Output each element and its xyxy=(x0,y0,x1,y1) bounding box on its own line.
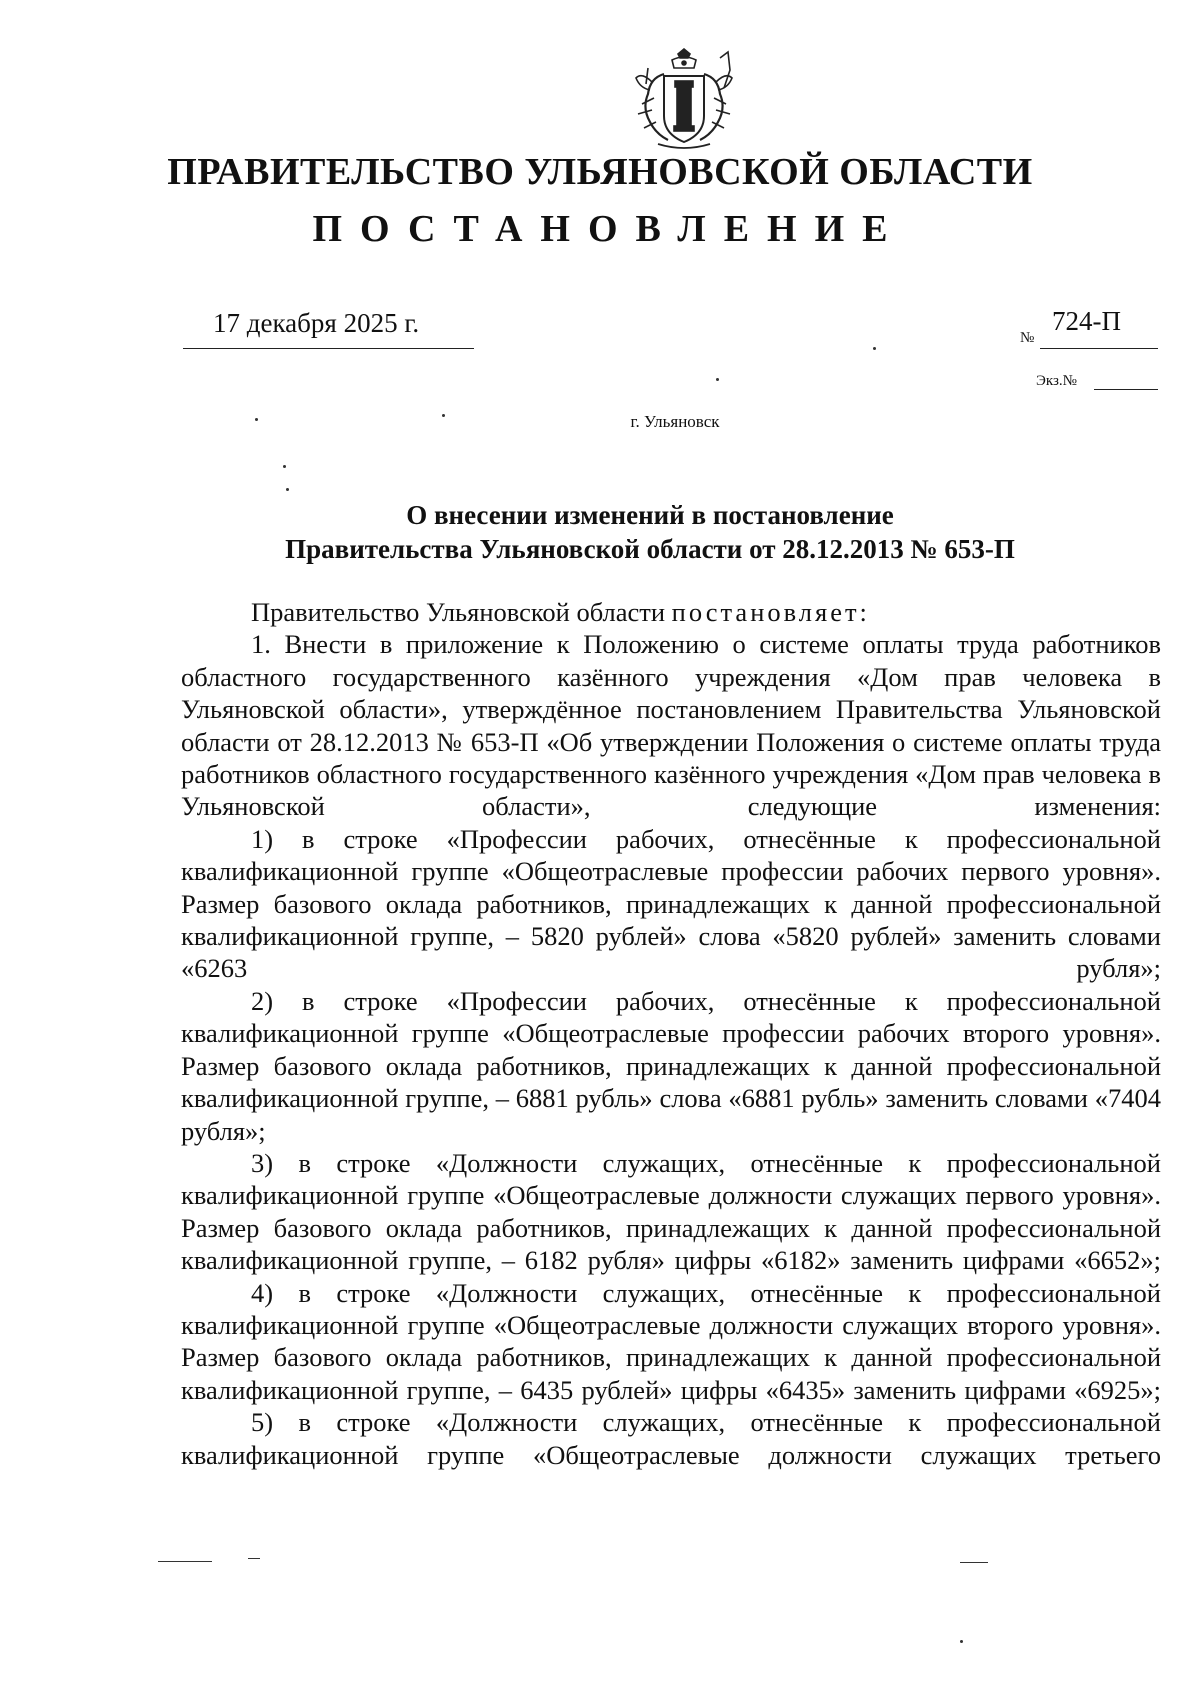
scan-speck xyxy=(442,414,445,417)
scan-mark xyxy=(248,1558,260,1559)
number-sign: № xyxy=(1020,330,1035,346)
intro-verb: постановляет: xyxy=(671,597,870,627)
document-number: 724-П xyxy=(1052,306,1121,336)
title-line-1: О внесении изменений в постановление xyxy=(406,500,894,530)
scan-speck xyxy=(255,418,258,421)
document-title xyxy=(240,498,1060,566)
paragraph-1: 1. Внести в приложение к Положению о системе оплаты труда работников областного государственного казённого учреждения «Дом прав человека в Ульяновской области», утверждённое постановлением Правительства Ульяновской области от 28.12.2013 № 653-П «Об утверждении Положения о системе оплаты труда работников областного государственного казённого учреждения «Дом прав человека в Ульяновской области», следующие изменения: xyxy=(181,629,1161,822)
document-body xyxy=(181,596,1161,1471)
scan-speck xyxy=(873,347,876,350)
date-underline xyxy=(183,348,474,349)
coat-of-arms-emblem xyxy=(628,48,740,152)
city-name: г. Ульяновск xyxy=(630,412,720,431)
scan-mark xyxy=(158,1561,212,1562)
copy-number-underline xyxy=(1094,389,1158,390)
subitem-5: 5) в строке «Должности служащих, отнесённые к профессиональной квалификационной группе «Общеотраслевые должности служащих третьего xyxy=(181,1407,1161,1470)
title-line-2: Правительства Ульяновской области от 28.12.2013 № 653-П xyxy=(285,534,1015,564)
scan-speck xyxy=(286,488,289,491)
intro-text: Правительство Ульяновской области xyxy=(251,597,672,627)
subitem-3: 3) в строке «Должности служащих, отнесённые к профессиональной квалификационной группе «Общеотраслевые должности служащих первого уровня». Размер базового оклада работников, принадлежащих к данной профессиональной квалификационной группе, – 6182 рубля» цифры «6182» заменить цифрами «6652»; xyxy=(181,1147,1161,1276)
document-date: 17 декабря 2025 г. xyxy=(213,308,420,338)
scan-mark xyxy=(960,1562,988,1563)
intro-paragraph xyxy=(181,596,1161,628)
subitem-4: 4) в строке «Должности служащих, отнесённые к профессиональной квалификационной группе «Общеотраслевые должности служащих второго уровня». Размер базового оклада работников, принадлежащих к данной профессиональной квалификационной группе, – 6435 рублей» цифры «6435» заменить цифрами «6925»; xyxy=(181,1277,1161,1405)
scan-speck xyxy=(283,465,286,468)
number-underline xyxy=(1040,348,1158,349)
scan-speck xyxy=(960,1640,963,1643)
subitem-1: 1) в строке «Профессии рабочих, отнесённые к профессиональной квалификационной группе «Общеотраслевые профессии рабочих первого уровня». Размер базового оклада работников, принадлежащих к данной профессиональной квалификационной группе, – 5820 рублей» слова «5820 рублей» заменить словами «6263 рубля»; xyxy=(181,823,1161,984)
copy-number-label: Экз.№ xyxy=(1036,373,1077,389)
subitem-2: 2) в строке «Профессии рабочих, отнесённые к профессиональной квалификационной группе «Общеотраслевые профессии рабочих второго уровня». Размер базового оклада работников, принадлежащих к данной профессиональной квалификационной группе, – 6881 рубль» слова «6881 рубль» заменить словами «7404 рубля»; xyxy=(181,985,1161,1146)
document-type: ПОСТАНОВЛЕНИЕ xyxy=(312,208,906,250)
scan-speck xyxy=(716,378,719,381)
organization-name: ПРАВИТЕЛЬСТВО УЛЬЯНОВСКОЙ ОБЛАСТИ xyxy=(167,151,1033,193)
